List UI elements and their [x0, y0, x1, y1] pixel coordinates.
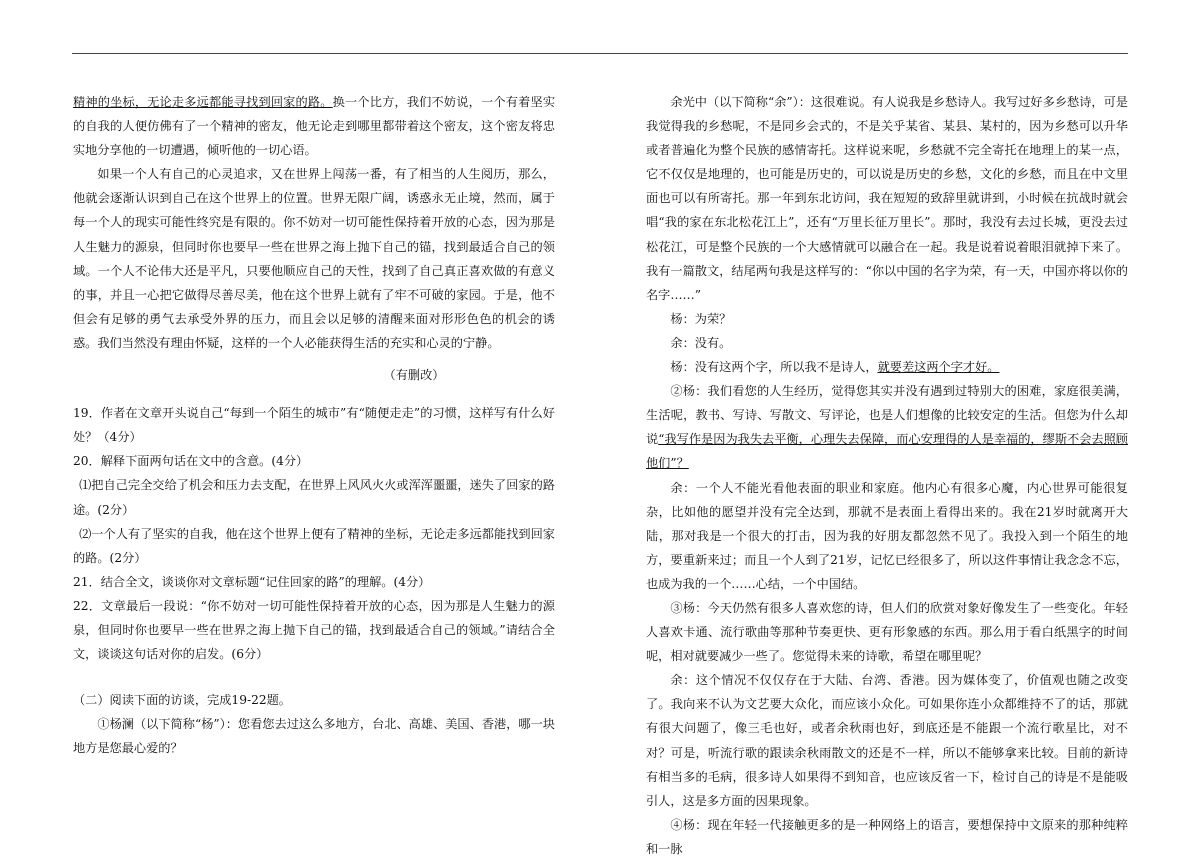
- section-2-heading: （二）阅读下面的访谈，完成19-22题。: [73, 693, 291, 708]
- question-20-part-1: ⑴把自己完全交给了机会和压力去支配，在世界上风风火火或浑浑噩噩，迷失了回家的路途。(2分）: [73, 478, 555, 517]
- interview-question-3: ③杨：今天仍然有很多人喜欢您的诗，但人们的欣赏对象好像发生了一些变化。年轻人喜欢卡通、流行歌曲等那种节奏更快、更有形象感的东西。那么用于看白纸黑字的时间呢，相对就要减少一些了。您觉得未来的诗歌，希望在哪里呢？: [646, 600, 1128, 664]
- spacer: [73, 666, 555, 688]
- passage-paragraph-2: 如果一个人有自己的心灵追求，又在世界上闯荡一番，有了相当的人生阅历，那么，他就会逐渐认识到自己在这个世界上的位置。世界无限广阔，诱惑永无止境，然而，属于每一个人的现实可能性终究是有限的。你不妨对一切可能性保持着开放的心态，因为那是人生魅力的源泉，但同时你也要早一些在世界之海上抛下自己的锚，找到最适合自己的领域。一个人不论伟大还是平凡，只要他顺应自己的天性，找到了自己真正喜欢做的有意义的事，并且一心把它做得尽善尽美，他在这个世界上就有了牢不可破的家园。于是，他不但会有足够的勇气去承受外界的压力，而且会以足够的清醒来面对形形色色的机会的诱惑。我们当然没有理由怀疑，这样的一个人必能获得生活的充实和心灵的宁静。: [73, 167, 555, 350]
- interview-question-2: ②杨：我们看您的人生经历，觉得您其实并没有遇到过特别大的困难，家庭很美满，生活呢，教书、写诗、写散文、写评论，也是人们想像的比较安定的生活。但您为什么却说“我写作是因为我失去平衡，心理失去保障，而心安理得的人是幸福的，缪斯不会去照顾他们”？: [646, 384, 1128, 471]
- passage-paragraph-1: 精神的坐标，无论走多远都能寻找到回家的路。换一个比方，我们不妨说，一个有着坚实的自我的人便仿佛有了一个精神的密友，他无论走到哪里都带着这个密友，这个密友将忠实地分享他的一切遭遇，倾听他的一切心语。: [73, 95, 556, 158]
- interview-answer-1: 余光中（以下简称“余”）：这很难说。有人说我是乡愁诗人。我写过好多乡愁诗，可是我觉得我的乡愁呢，不是同乡会式的，不是关乎某省、某县、某村的，因为乡愁可以升华或者普遍化为整个民族的感情寄托。这样说来呢，乡愁就不完全寄托在地理上的某一点，它不仅仅是地理的，也可能是历史的，可以说是历史的乡愁，文化的乡愁，而且在中文里面也可以有所寄托。那一年到东北访问，我在短短的致辞里就讲到，小时候在抗战时就会唱“我的家在东北松花江上”，还有“万里长征万里长”。那时，我没有去过长城，更没去过松花江，可是整个民族的一个大感情就可以融合在一起。我是说着说着眼泪就掉下来了。我有一篇散文，结尾两句我是这样写的：“你以中国的名字为荣，有一天，中国亦将以你的名字……”: [646, 95, 1128, 302]
- underlined-quote: “我写作是因为我失去平衡，心理失去保障，而心安理得的人是幸福的，缪斯不会去照顾他们”？: [646, 432, 1128, 471]
- question-20: 20．解释下面两句话在文中的含意。(4分）: [73, 454, 309, 469]
- header-rule: [72, 53, 1128, 54]
- interview-line-yang-1: 杨：为荣？: [670, 311, 732, 326]
- underlined-phrase: 就要差这两个字才好。: [877, 360, 1000, 375]
- interview-question-1: ①杨澜（以下简称“杨”）：您看您去过这么多地方，台北、高雄、美国、香港，哪一块地方是您最心爱的？: [73, 717, 555, 756]
- interview-question-4: ④杨：现在年轻一代接触更多的是一种网络上的语言，要想保持中文原来的那种纯粹和一脉: [646, 817, 1128, 856]
- interview-answer-3: 余：这个情况不仅仅存在于大陆、台湾、香港。因为媒体变了，价值观也随之改变了。我向来不认为文艺要大众化，而应该小众化。可如果你连小众都维持不了的话，那就有很大问题了，像三毛也好，或者余秋雨也好，到底还是不能跟一个流行歌星比，对不对？可是，听流行歌的跟读余秋雨散文的还是不一样，所以不能够拿来比较。目前的新诗有相当多的毛病，很多诗人如果得不到知音，也应该反省一下，检讨自己的诗是不是能吸引人，这是多方面的因果现象。: [646, 673, 1128, 808]
- underlined-sentence: 精神的坐标，无论走多远都能寻找到回家的路。: [73, 95, 333, 109]
- interview-line-yang-2: 杨：没有这两个字，所以我不是诗人，就要差这两个字才好。: [670, 360, 1000, 375]
- source-note: （有删改）: [383, 368, 445, 383]
- right-column: [646, 90, 1128, 861]
- interview-line-yu-1: 余：没有。: [670, 335, 732, 350]
- question-22: 22．文章最后一段说：“你不妨对一切可能性保持着开放的心态，因为那是人生魅力的源泉，但同时你也要早一些在世界之海上抛下自己的锚，找到最适合自己的领域。”请结合全文，谈谈这句话对你的启发。(6分）: [73, 598, 555, 662]
- left-column: [73, 90, 555, 760]
- interview-answer-2: 余：一个人不能光看他表面的职业和家庭。他内心有很多心魔，内心世界可能很复杂，比如他的愿望并没有完全达到，那就不是表面上看得出来的。我在21岁时就离开大陆，那对我是一个很大的打击，因为我的好朋友都忽然不见了。我投入到一个陌生的地方，要重新来过；而且一个人到了21岁，记忆已经很多了，所以这件事情让我念念不忘，也成为我的一个……心结，一个中国结。: [646, 480, 1128, 591]
- question-20-part-2: ⑵一个人有了坚实的自我，他在这个世界上便有了精神的坐标，无论走多远都能找到回家的路。(2分）: [73, 526, 555, 565]
- question-19: 19．作者在文章开头说自己“每到一个陌生的城市”有“随便走走”的习惯，这样写有什么好处？（4分）: [73, 406, 555, 445]
- question-21: 21．结合全文，谈谈你对文章标题“记住回家的路”的理解。(4分）: [73, 574, 431, 589]
